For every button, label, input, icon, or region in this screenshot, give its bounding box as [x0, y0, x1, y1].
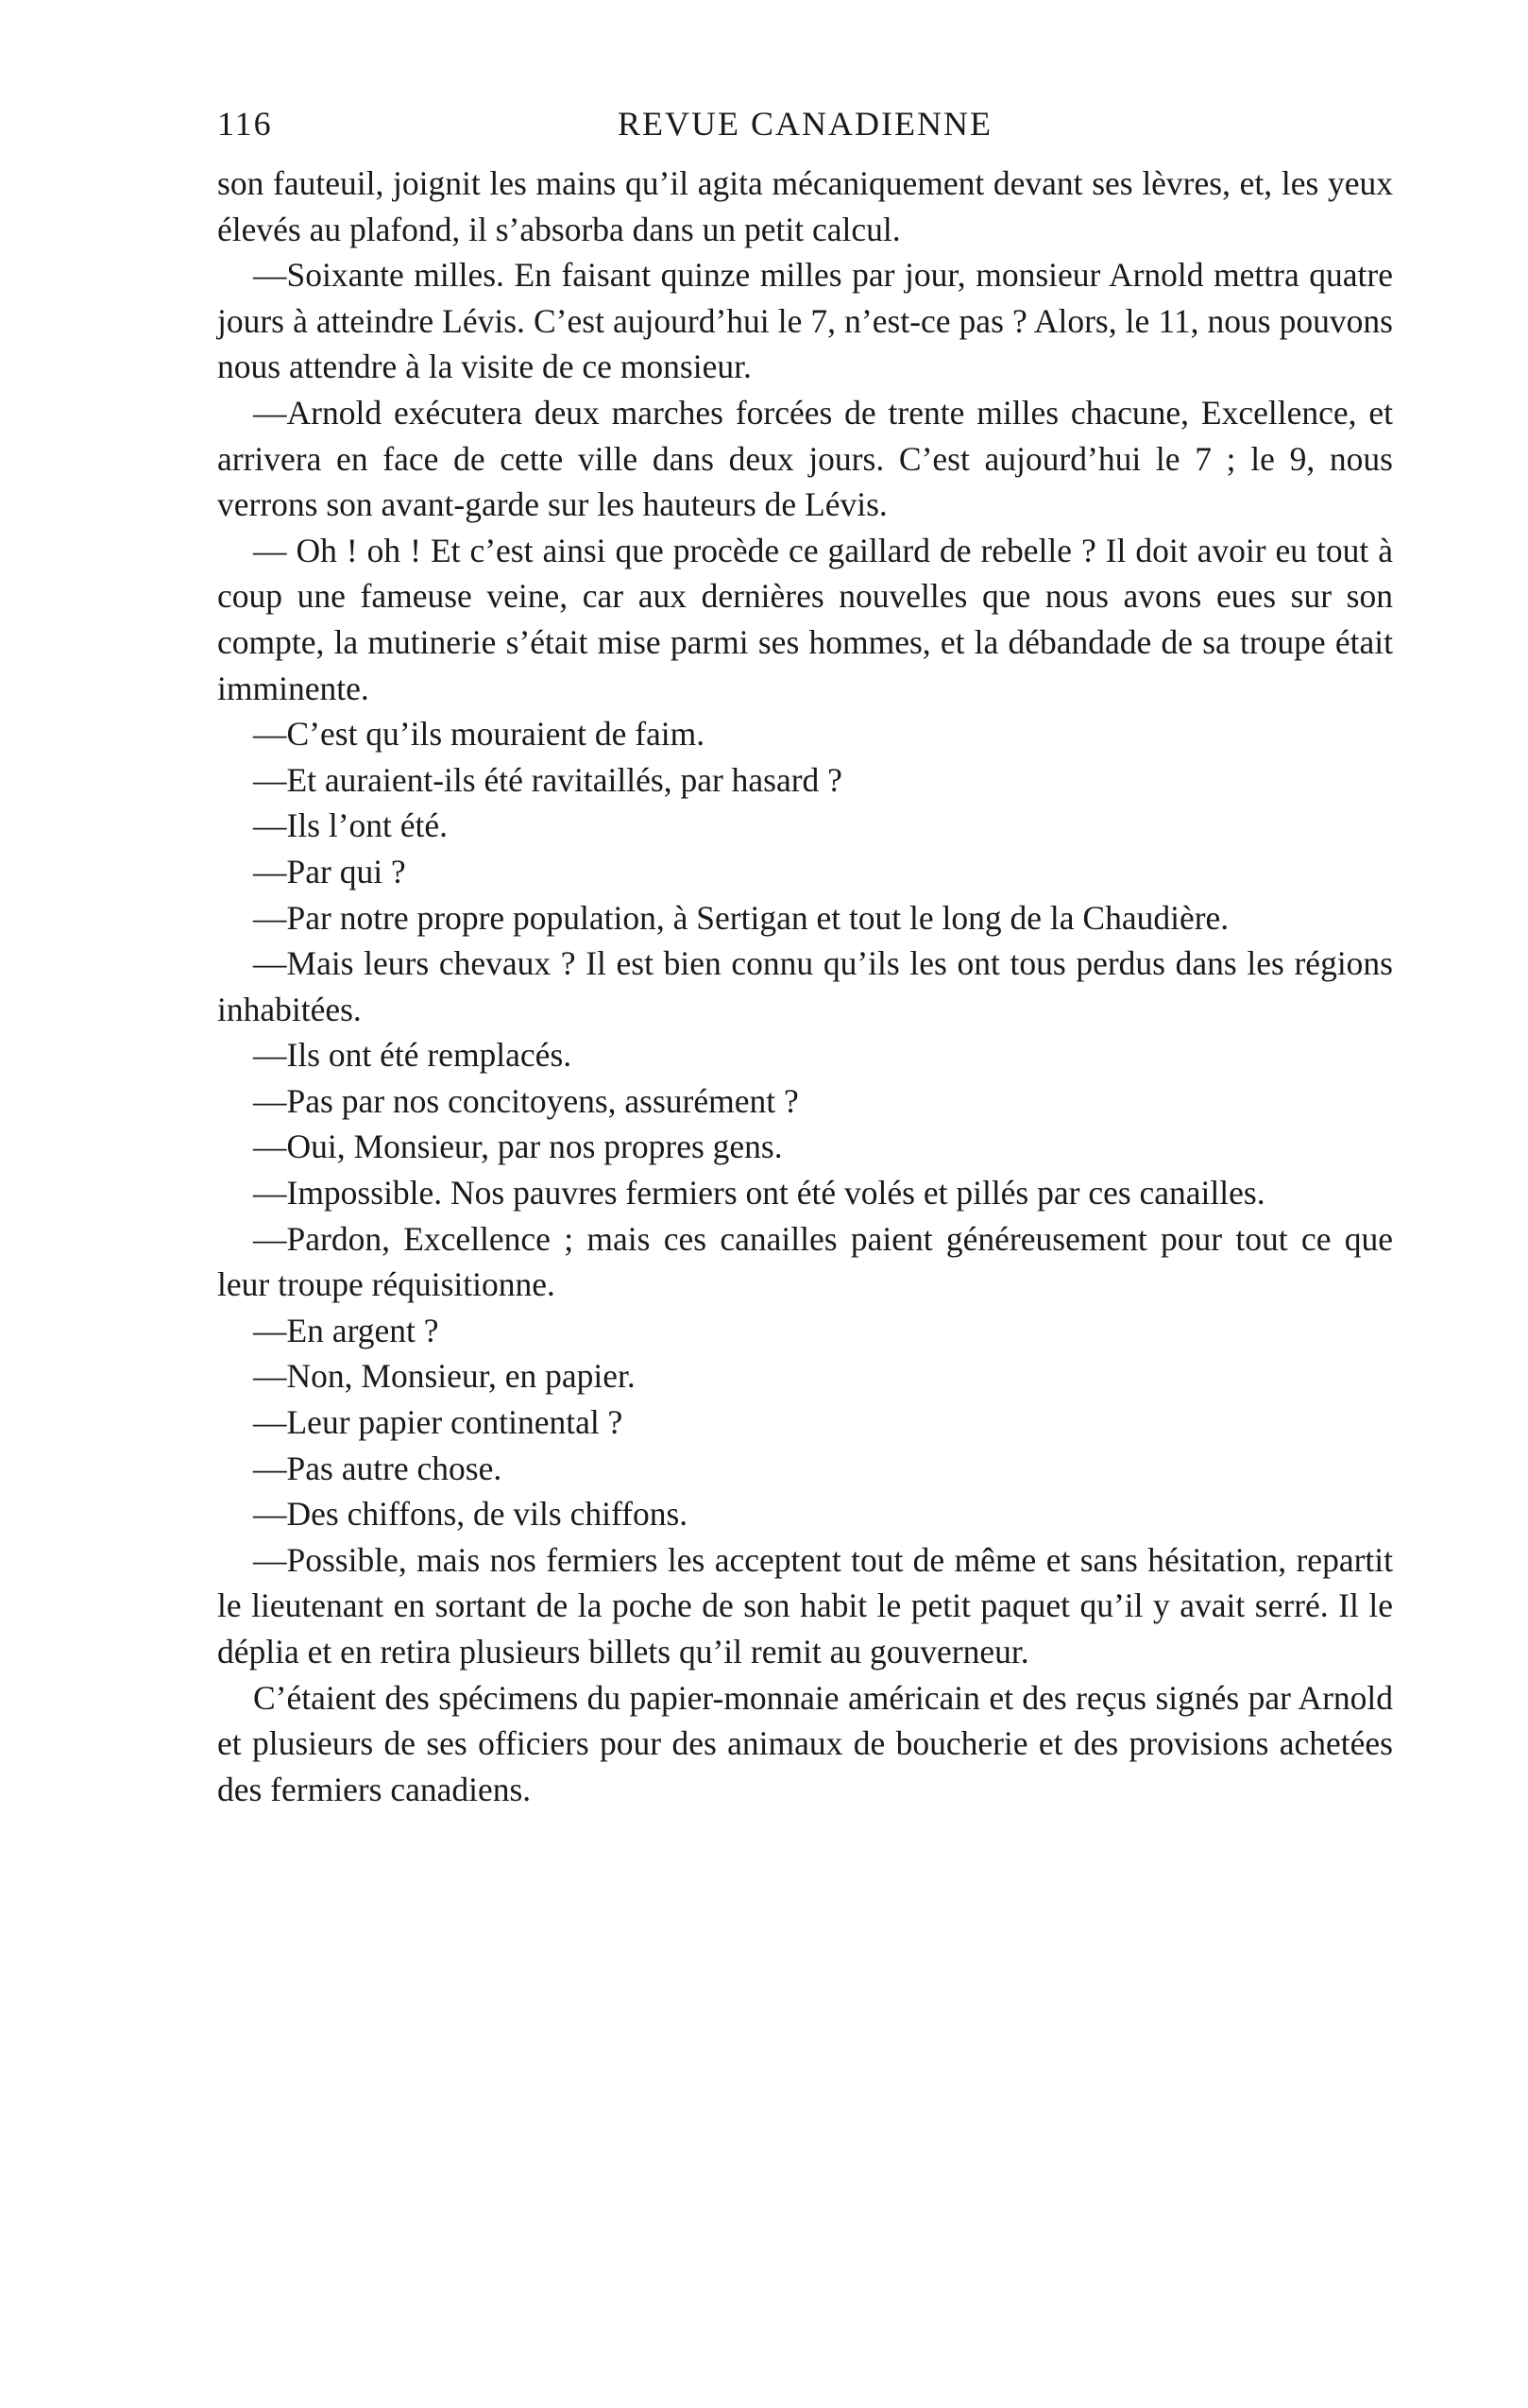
paragraph: —Par qui ? — [253, 852, 406, 890]
paragraph: — Oh ! oh ! Et c’est ainsi que procède ce gaillard de rebelle ? Il doit avoir eu tout à coup une fameuse veine, car aux dernières nouvelles que nous avons eues sur son compte, la mutinerie s’était mise parmi ses hommes, et la débandade de sa troupe était imminente. — [217, 531, 1393, 707]
page — [217, 104, 1393, 1812]
paragraph: —Ils l’ont été. — [253, 806, 449, 845]
paragraph: —Des chiffons, de vils chiffons. — [253, 1495, 688, 1534]
paragraph: —Pas par nos concitoyens, assurément ? — [253, 1081, 799, 1120]
paragraph: —Pas autre chose. — [253, 1449, 502, 1487]
paragraph: —Oui, Monsieur, par nos propres gens. — [253, 1128, 783, 1166]
paragraph: —Leur papier continental ? — [253, 1403, 623, 1442]
paragraph: —En argent ? — [253, 1311, 439, 1349]
body-text — [217, 161, 1393, 1812]
paragraph: —Impossible. Nos pauvres fermiers ont été volés et pillés par ces canailles. — [253, 1174, 1265, 1212]
paragraph: —Pardon, Excellence ; mais ces canailles paient généreusement pour tout ce que leur troupe réquisitionne. — [217, 1219, 1393, 1304]
running-head — [217, 104, 1393, 161]
paragraph: —Et auraient-ils été ravitaillés, par hasard ? — [253, 760, 842, 799]
paragraph: —Non, Monsieur, en papier. — [253, 1357, 636, 1396]
journal-title: REVUE CANADIENNE — [618, 105, 993, 143]
paragraph: —Possible, mais nos fermiers les acceptent tout de même et sans hésitation, repartit le lieutenant en sortant de la poche de son habit le petit paquet qu’il y avait serré. Il le déplia et en retira plusieurs billets qu’il remit au gouverneur. — [217, 1540, 1393, 1670]
paragraph: —Soixante milles. En faisant quinze milles par jour, monsieur Arnold mettra quatre jours à atteindre Lévis. C’est aujourd’hui le 7, n’est-ce pas ? Alors, le 11, nous pouvons nous attendre à la visite de ce monsieur. — [217, 256, 1393, 386]
paragraph: —Par notre propre population, à Sertigan et tout le long de la Chaudière. — [253, 898, 1230, 937]
paragraph: C’étaient des spécimens du papier-monnaie américain et des reçus signés par Arnold et plusieurs de ses officiers pour des animaux de boucherie et des provisions achetées des fermiers canadiens. — [217, 1678, 1393, 1808]
paragraph: —Mais leurs chevaux ? Il est bien connu qu’ils les ont tous perdus dans les régions inhabitées. — [217, 944, 1393, 1028]
paragraph: —Arnold exécutera deux marches forcées de trente milles chacune, Excellence, et arrivera en face de cette ville dans deux jours. C’est aujourd’hui le 7 ; le 9, nous verrons son avant-garde sur les hauteurs de Lévis. — [217, 393, 1393, 524]
paragraph: —C’est qu’ils mouraient de faim. — [253, 715, 705, 754]
page-number: 116 — [217, 105, 273, 143]
paragraph: —Ils ont été remplacés. — [253, 1036, 572, 1075]
paragraph-continued: son fauteuil, joignit les mains qu’il agita mécaniquement devant ses lèvres, et, les yeux élevés au plafond, il s’absorba dans un petit calcul. — [217, 164, 1393, 248]
